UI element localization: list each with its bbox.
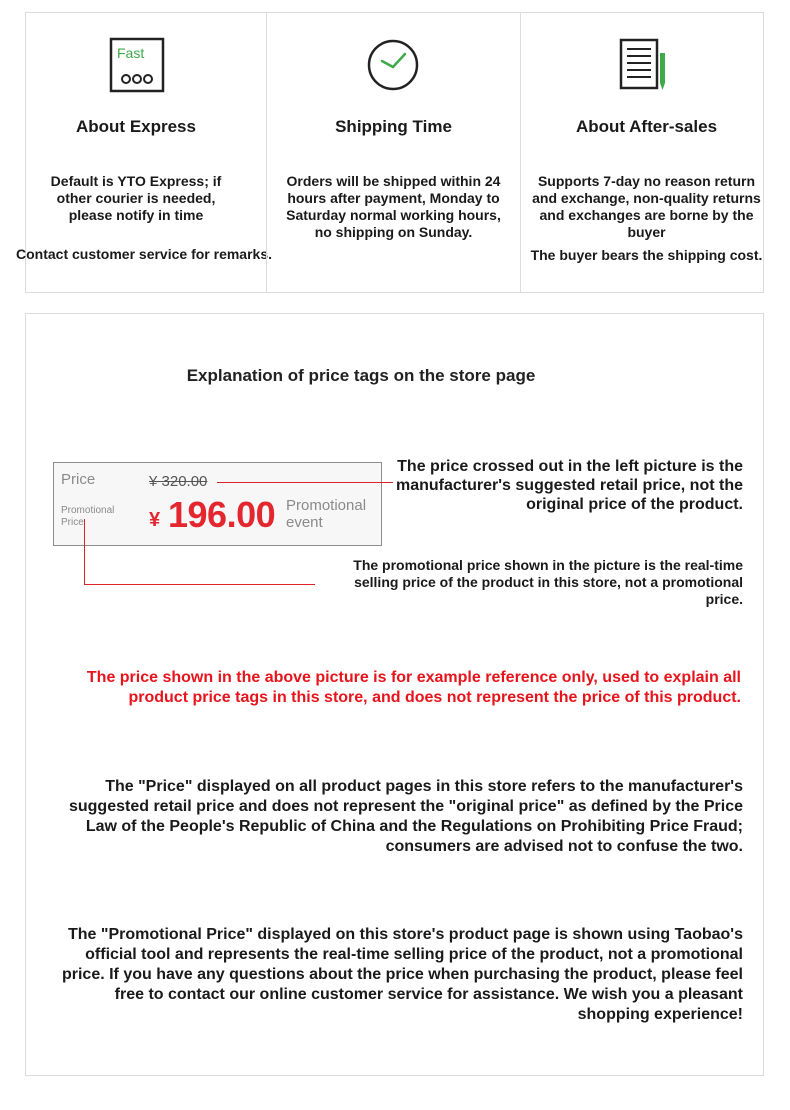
tag-promotional-amount: 196.00 <box>168 494 276 535</box>
connector-line-promo-vertical <box>84 519 85 585</box>
crossed-price-note: The price crossed out in the left picture is the manufacturer's suggested retail price, not the original price of the product. <box>396 458 743 513</box>
shipping-time-column <box>266 13 520 292</box>
price-explanation-panel <box>25 313 764 1076</box>
shipping-info-panel <box>16 12 764 293</box>
tag-crossed-price: ¥ 320.00 <box>149 473 208 490</box>
price-tag-example <box>53 462 382 546</box>
shipping-time-title: Shipping Time <box>335 117 452 136</box>
express-description: Default is YTO Express; if other courier is needed, please notify in time <box>50 173 222 223</box>
aftersales-note: The buyer bears the shipping cost. <box>530 247 763 263</box>
clock-icon <box>365 37 421 93</box>
aftersales-column <box>520 13 764 292</box>
express-note: Contact customer service for remarks. <box>16 246 272 262</box>
promotional-price-note: The promotional price shown in the picture is the real-time selling price of the product in this store, not a promotional price. <box>353 557 743 607</box>
aftersales-title: About After-sales <box>575 117 718 136</box>
price-definition-paragraph: The "Price" displayed on all product pages in this store refers to the manufacturer's suggested retail price and does not represent the "original price" as defined by the Price Law of the People's Republic of China and the Regulations on Prohibiting Price Fraud; consumers are advised not to confuse the two. <box>68 778 743 855</box>
tag-event-label: Promotional event <box>286 497 367 531</box>
tag-promotional-price-label: Promotional Price <box>61 505 115 528</box>
express-badge-text: Fast <box>117 45 145 61</box>
tag-currency-symbol: ¥ <box>149 509 161 531</box>
promotional-price-paragraph: The "Promotional Price" displayed on this store's product page is shown using Taobao's official tool and represents the real-time selling price of the product, not a promotional price. If you have any questions about the price when purchasing the product, please feel free to contact our online customer service for assistance. We wish you a pleasant shopping experience! <box>61 926 743 1023</box>
connector-line-promo-horizontal <box>84 584 315 585</box>
aftersales-description: Supports 7-day no reason return and exchange, non-quality returns and exchanges are borne by the buyer <box>532 173 761 240</box>
express-info-column <box>16 13 272 292</box>
explanation-title: Explanation of price tags on the store page <box>186 366 536 385</box>
connector-line-crossed <box>217 482 393 483</box>
express-title: About Express <box>76 117 196 136</box>
shipping-time-description: Orders will be shipped within 24 hours after payment, Monday to Saturday normal working hours, no shipping on Sunday. <box>286 173 501 240</box>
document-pen-icon <box>614 37 670 93</box>
example-disclaimer: The price shown in the above picture is for example reference only, used to explain all product price tags in this store, and does not represent the price of this product. <box>86 669 741 706</box>
tag-price-label: Price <box>61 471 96 488</box>
express-box-icon <box>109 37 165 93</box>
